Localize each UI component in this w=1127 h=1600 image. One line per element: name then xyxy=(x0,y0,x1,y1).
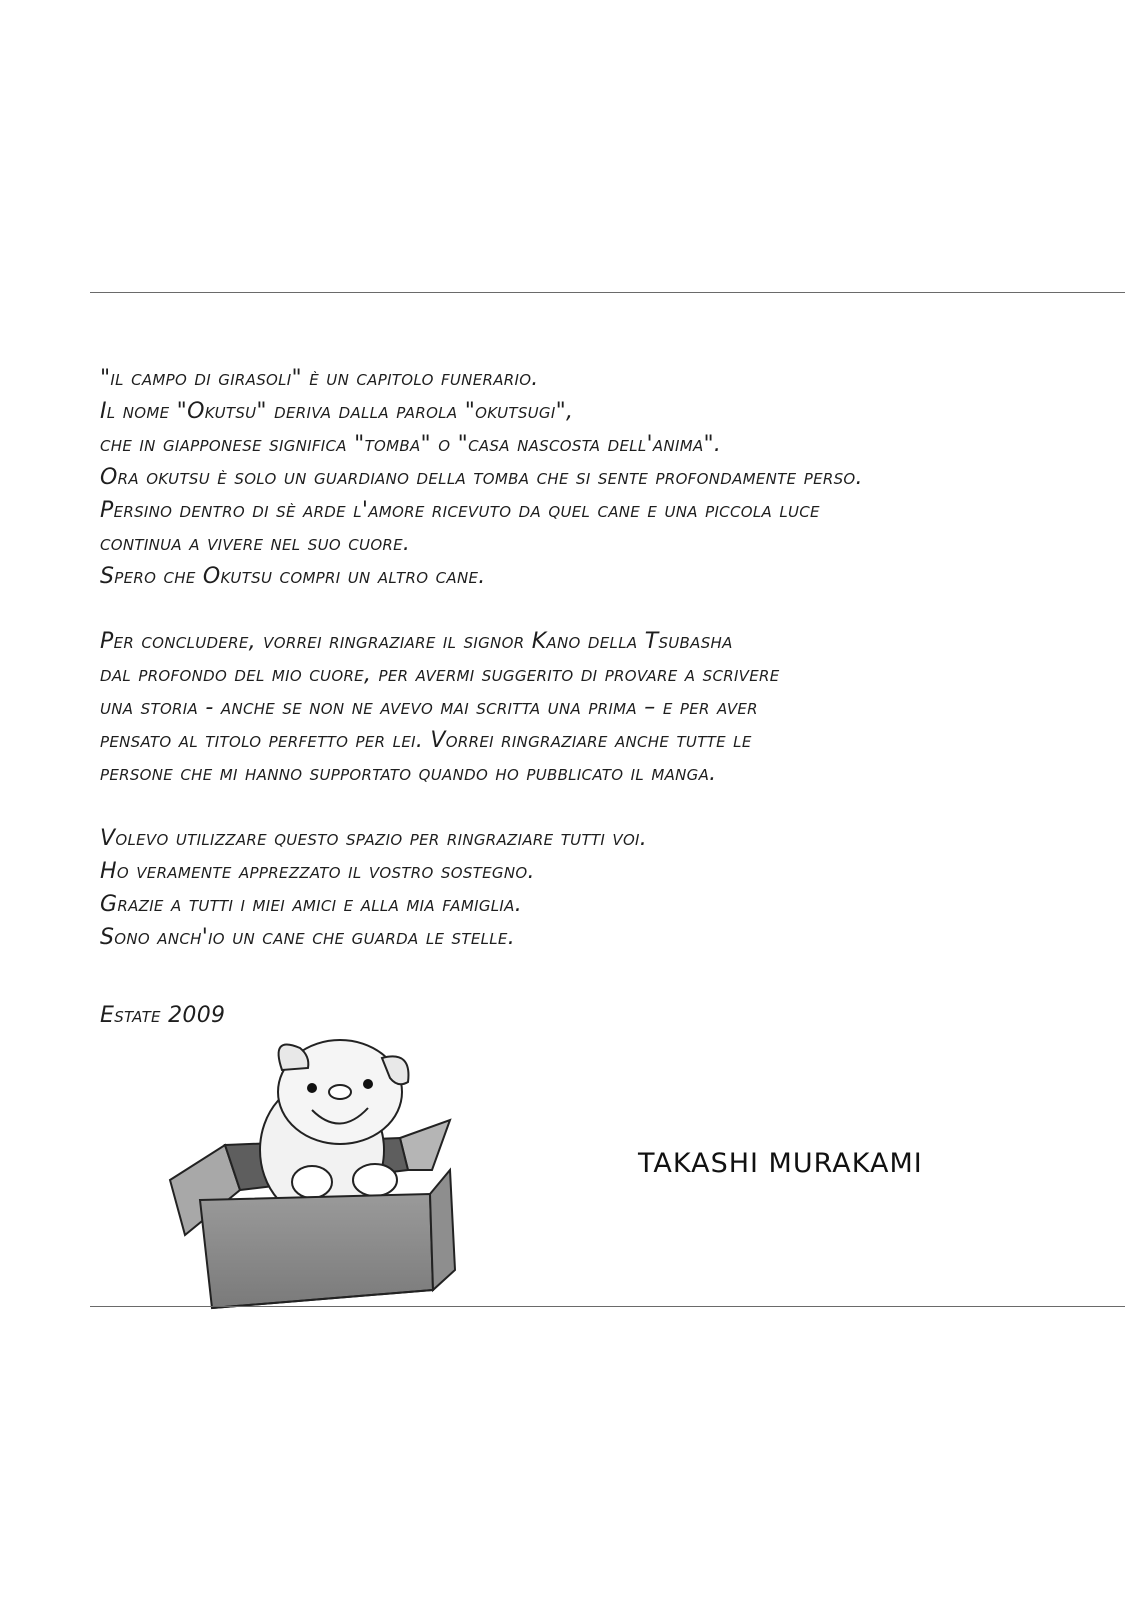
afterword-text xyxy=(100,362,1100,986)
text-line: Ora okutsu è solo un guardiano della tomba che si sente profondamente perso. xyxy=(100,465,863,490)
puppy-in-box-illustration xyxy=(150,1030,470,1350)
text-line: Persino dentro di sè arde l'amore ricevuto da quel cane e una piccola luce xyxy=(100,498,820,523)
text-line: Il nome "Okutsu" deriva dalla parola "okutsugi", xyxy=(100,399,574,424)
text-line: continua a vivere nel suo cuore. xyxy=(100,531,411,556)
paragraph-3 xyxy=(100,822,1100,954)
text-line: Grazie a tutti i miei amici e alla mia famiglia. xyxy=(100,892,522,917)
text-line: dal profondo del mio cuore, per avermi suggerito di provare a scrivere xyxy=(100,662,780,687)
text-line: "il campo di girasoli" è un capitolo funerario. xyxy=(100,366,539,391)
text-line: che in giapponese significa "tomba" o "casa nascosta dell'anima". xyxy=(100,432,722,457)
text-line: Volevo utilizzare questo spazio per ringraziare tutti voi. xyxy=(100,826,648,851)
paragraph-1 xyxy=(100,362,1100,593)
text-line: Spero che Okutsu compri un altro cane. xyxy=(100,564,486,589)
top-divider xyxy=(90,292,1125,293)
text-line: persone che mi hanno supportato quando ho pubblicato il manga. xyxy=(100,761,717,786)
text-line: Ho veramente apprezzato il vostro sostegno. xyxy=(100,859,535,884)
date-line: Estate 2009 xyxy=(100,1003,226,1028)
author-name: TAKASHI MURAKAMI xyxy=(638,1148,923,1179)
text-line: pensato al titolo perfetto per lei. Vorrei ringraziare anche tutte le xyxy=(100,728,752,753)
paragraph-2 xyxy=(100,625,1100,790)
text-line: Sono anch'io un cane che guarda le stelle. xyxy=(100,925,516,950)
text-line: Per concludere, vorrei ringraziare il signor Kano della Tsubasha xyxy=(100,629,733,654)
text-line: una storia - anche se non ne avevo mai scritta una prima – e per aver xyxy=(100,695,758,720)
bottom-divider xyxy=(90,1306,1125,1307)
